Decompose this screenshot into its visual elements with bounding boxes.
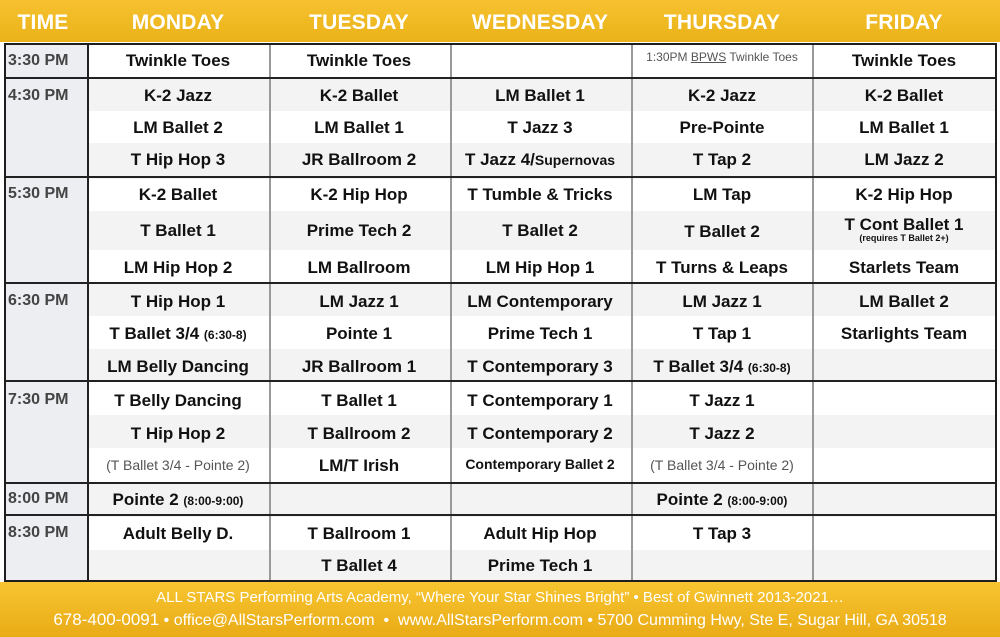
thursday-header: THURSDAY bbox=[663, 11, 781, 34]
class-entry: Prime Tech 1 bbox=[487, 324, 593, 343]
class-entry: T Jazz 2 bbox=[689, 424, 755, 443]
class-entry: LM Ballet 1 bbox=[495, 86, 585, 105]
class-entry: T Jazz 1 bbox=[689, 391, 755, 410]
class-entry: T Contemporary 1 bbox=[467, 391, 613, 410]
tuesday-header: TUESDAY bbox=[309, 11, 409, 34]
class-entry: T Jazz 4/Supernovas bbox=[464, 150, 616, 169]
class-entry: LM Ballet 2 bbox=[859, 292, 949, 311]
phone-number[interactable]: 678-400-0091 bbox=[53, 610, 160, 629]
website-link[interactable]: www.AllStarsPerform.com bbox=[398, 612, 583, 629]
monday-header: MONDAY bbox=[131, 11, 225, 34]
time-label: 5:30 PM bbox=[8, 185, 69, 202]
time-label: 3:30 PM bbox=[8, 52, 69, 69]
class-entry: T Contemporary 2 bbox=[467, 424, 613, 443]
class-entry: T Tap 2 bbox=[692, 150, 752, 169]
class-entry: T Tap 1 bbox=[692, 324, 752, 343]
class-entry: LM Ballet 1 bbox=[314, 118, 404, 137]
class-entry: LM Hip Hop 2 bbox=[123, 258, 233, 277]
email-link[interactable]: office@AllStarsPerform.com bbox=[173, 612, 375, 629]
class-entry: T Ballet 1 bbox=[140, 221, 216, 240]
class-entry: LM Jazz 1 bbox=[682, 292, 762, 311]
separator: • bbox=[383, 612, 390, 629]
class-entry: Twinkle Toes bbox=[851, 51, 957, 70]
class-entry: T Ballet 1 bbox=[321, 391, 397, 410]
class-note: (T Ballet 3/4 - Pointe 2) bbox=[650, 457, 794, 473]
class-entry: T Tap 3 bbox=[692, 524, 752, 543]
class-entry: Adult Belly D. bbox=[122, 524, 234, 543]
time-label: 7:30 PM bbox=[8, 391, 69, 408]
class-entry: Contemporary Ballet 2 bbox=[465, 456, 615, 472]
class-entry: 1:30PM BPWS Twinkle Toes bbox=[646, 50, 798, 64]
class-requirement-note: (requires T Ballet 2+) bbox=[859, 233, 949, 243]
separator: • bbox=[587, 612, 593, 629]
class-entry: Starlights Team bbox=[840, 324, 968, 343]
class-entry: LM Hip Hop 1 bbox=[485, 258, 595, 277]
class-entry: T Cont Ballet 1 (requires T Ballet 2+) bbox=[814, 217, 994, 243]
time-column-header: TIME bbox=[17, 11, 69, 34]
footer-tagline: ALL STARS Performing Arts Academy, “Where Your Star Shines Bright” • Best of Gwinnett 2013-2021… bbox=[156, 589, 844, 606]
class-entry: K-2 Ballet bbox=[864, 86, 944, 105]
class-entry: Prime Tech 1 bbox=[487, 556, 593, 575]
class-entry: LM/T Irish bbox=[318, 456, 400, 475]
class-entry: K-2 Hip Hop bbox=[310, 185, 408, 204]
class-entry: LM Ballet 1 bbox=[859, 118, 949, 137]
class-entry: T Ballroom 2 bbox=[307, 424, 411, 443]
class-entry: T Contemporary 3 bbox=[467, 357, 613, 376]
separator: • bbox=[163, 612, 170, 629]
class-entry: Prime Tech 2 bbox=[306, 221, 412, 240]
class-entry: K-2 Jazz bbox=[687, 86, 757, 105]
time-label: 8:00 PM bbox=[8, 490, 69, 507]
class-entry: Starlets Team bbox=[848, 258, 960, 277]
class-entry: LM Ballet 2 bbox=[133, 118, 223, 137]
class-entry: T Jazz 3 bbox=[507, 118, 573, 137]
class-entry: Pointe 2 (8:00-9:00) bbox=[656, 490, 788, 509]
wednesday-header: WEDNESDAY bbox=[471, 11, 609, 34]
class-note: (T Ballet 3/4 - Pointe 2) bbox=[106, 457, 250, 473]
class-entry: Adult Hip Hop bbox=[483, 524, 597, 543]
class-entry: T Ballroom 1 bbox=[307, 524, 411, 543]
time-label: 4:30 PM bbox=[8, 87, 69, 104]
class-entry: T Turns & Leaps bbox=[656, 258, 788, 277]
class-entry: Pre-Pointe bbox=[679, 118, 765, 137]
class-entry: LM Jazz 1 bbox=[319, 292, 399, 311]
class-entry: JR Ballroom 2 bbox=[301, 150, 417, 169]
class-entry: LM Tap bbox=[692, 185, 752, 204]
class-entry: T Ballet 3/4 (6:30-8) bbox=[109, 324, 247, 343]
class-entry: T Ballet 4 bbox=[321, 556, 397, 575]
class-entry: T Ballet 2 bbox=[502, 221, 578, 240]
class-entry: T Ballet 2 bbox=[684, 222, 760, 241]
class-entry: T Belly Dancing bbox=[114, 391, 242, 410]
class-entry: LM Jazz 2 bbox=[864, 150, 944, 169]
class-entry: K-2 Jazz bbox=[143, 86, 213, 105]
class-entry: T Hip Hop 1 bbox=[130, 292, 226, 311]
class-entry: Pointe 1 bbox=[325, 324, 393, 343]
friday-header: FRIDAY bbox=[865, 11, 943, 34]
footer-contact bbox=[0, 610, 1000, 630]
class-entry: T Hip Hop 3 bbox=[130, 150, 226, 169]
class-entry: T Hip Hop 2 bbox=[130, 424, 226, 443]
class-entry: T Tumble & Tricks bbox=[467, 185, 613, 204]
class-entry: Pointe 2 (8:00-9:00) bbox=[112, 490, 244, 509]
class-entry: Twinkle Toes bbox=[125, 51, 231, 70]
class-entry: T Ballet 3/4 (6:30-8) bbox=[653, 357, 791, 376]
footer-bar bbox=[0, 582, 1000, 637]
time-label: 6:30 PM bbox=[8, 292, 69, 309]
class-entry: LM Belly Dancing bbox=[107, 357, 249, 376]
schedule-header bbox=[0, 0, 1000, 42]
class-entry: K-2 Ballet bbox=[319, 86, 399, 105]
class-entry: K-2 Hip Hop bbox=[855, 185, 953, 204]
class-entry: JR Ballroom 1 bbox=[301, 357, 417, 376]
class-entry: LM Ballroom bbox=[307, 258, 411, 277]
time-label: 8:30 PM bbox=[8, 524, 69, 541]
class-entry: K-2 Ballet bbox=[138, 185, 218, 204]
address: 5700 Cumming Hwy, Ste E, Sugar Hill, GA 30518 bbox=[597, 612, 947, 629]
class-entry: LM Contemporary bbox=[467, 292, 613, 311]
class-entry: Twinkle Toes bbox=[306, 51, 412, 70]
